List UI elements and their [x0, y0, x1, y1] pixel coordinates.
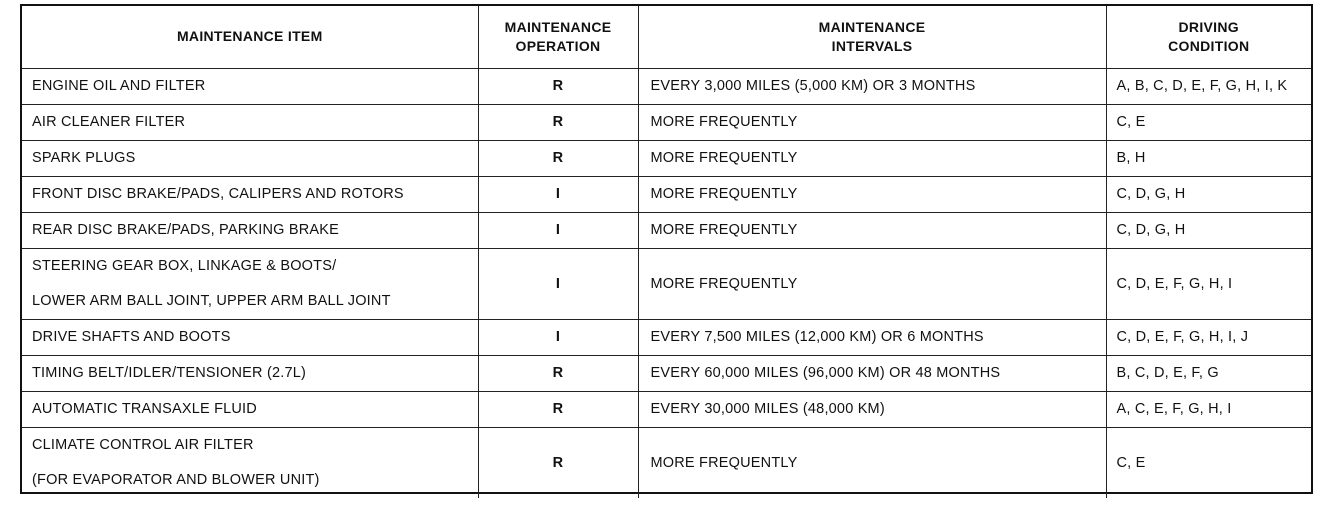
- maintenance-interval-cell: EVERY 30,000 MILES (48,000 KM): [638, 391, 1106, 427]
- header-maintenance-operation: [478, 6, 638, 68]
- maintenance-item-text: AUTOMATIC TRANSAXLE FLUID: [32, 400, 257, 417]
- maintenance-item-text: DRIVE SHAFTS AND BOOTS: [32, 328, 231, 345]
- maintenance-item-cell: [22, 248, 478, 319]
- maintenance-item-text: REAR DISC BRAKE/PADS, PARKING BRAKE: [32, 221, 340, 238]
- maintenance-item-cell: [22, 319, 478, 355]
- driving-condition-cell: C, E: [1106, 104, 1311, 140]
- header-driving-condition: [1106, 6, 1311, 68]
- maintenance-item-text: AIR CLEANER FILTER: [32, 113, 186, 130]
- maintenance-interval-cell: EVERY 7,500 MILES (12,000 KM) OR 6 MONTHS: [638, 319, 1106, 355]
- driving-condition-cell: C, E: [1106, 427, 1311, 498]
- maintenance-item-text: LOWER ARM BALL JOINT, UPPER ARM BALL JOINT: [32, 292, 391, 309]
- driving-condition-cell: B, C, D, E, F, G: [1106, 355, 1311, 391]
- table-row: [22, 248, 1311, 319]
- maintenance-operation-cell: R: [478, 355, 638, 391]
- table-row: [22, 355, 1311, 391]
- table-row: [22, 68, 1311, 104]
- header-operation-line2: OPERATION: [515, 37, 601, 54]
- driving-condition-cell: C, D, E, F, G, H, I: [1106, 248, 1311, 319]
- header-condition-line2: CONDITION: [1168, 37, 1250, 54]
- maintenance-interval-cell: MORE FREQUENTLY: [638, 104, 1106, 140]
- maintenance-interval-cell: EVERY 60,000 MILES (96,000 KM) OR 48 MONTHS: [638, 355, 1106, 391]
- maintenance-operation-cell: I: [478, 176, 638, 212]
- maintenance-item-text: SPARK PLUGS: [32, 149, 136, 166]
- maintenance-item-cell: [22, 427, 478, 498]
- maintenance-interval-cell: MORE FREQUENTLY: [638, 140, 1106, 176]
- driving-condition-cell: A, B, C, D, E, F, G, H, I, K: [1106, 68, 1311, 104]
- maintenance-operation-cell: R: [478, 68, 638, 104]
- table-row: [22, 427, 1311, 498]
- maintenance-item-text: TIMING BELT/IDLER/TENSIONER (2.7L): [32, 364, 307, 381]
- maintenance-item-text: FRONT DISC BRAKE/PADS, CALIPERS AND ROTORS: [32, 185, 404, 202]
- maintenance-operation-cell: R: [478, 140, 638, 176]
- driving-condition-cell: C, D, G, H: [1106, 176, 1311, 212]
- maintenance-item-text: (FOR EVAPORATOR AND BLOWER UNIT): [32, 471, 320, 488]
- header-condition-line1: DRIVING: [1178, 18, 1239, 35]
- maintenance-interval-cell: MORE FREQUENTLY: [638, 176, 1106, 212]
- driving-condition-cell: A, C, E, F, G, H, I: [1106, 391, 1311, 427]
- maintenance-table: [22, 6, 1311, 498]
- maintenance-operation-cell: I: [478, 248, 638, 319]
- table-row: [22, 391, 1311, 427]
- driving-condition-cell: C, D, G, H: [1106, 212, 1311, 248]
- driving-condition-cell: C, D, E, F, G, H, I, J: [1106, 319, 1311, 355]
- maintenance-item-cell: [22, 68, 478, 104]
- header-intervals-line1: MAINTENANCE: [818, 18, 926, 35]
- maintenance-interval-cell: MORE FREQUENTLY: [638, 427, 1106, 498]
- maintenance-operation-cell: I: [478, 212, 638, 248]
- maintenance-item-cell: [22, 176, 478, 212]
- driving-condition-cell: B, H: [1106, 140, 1311, 176]
- maintenance-item-cell: [22, 355, 478, 391]
- table-row: [22, 140, 1311, 176]
- maintenance-item-cell: [22, 104, 478, 140]
- maintenance-operation-cell: R: [478, 391, 638, 427]
- header-maintenance-intervals: [638, 6, 1106, 68]
- table-row: [22, 104, 1311, 140]
- maintenance-interval-cell: MORE FREQUENTLY: [638, 212, 1106, 248]
- maintenance-item-text: ENGINE OIL AND FILTER: [32, 77, 206, 94]
- maintenance-operation-cell: I: [478, 319, 638, 355]
- header-intervals-line2: INTERVALS: [831, 37, 913, 54]
- table-header-row: [22, 6, 1311, 68]
- maintenance-operation-cell: R: [478, 104, 638, 140]
- header-operation-line1: MAINTENANCE: [504, 18, 612, 35]
- maintenance-item-cell: [22, 140, 478, 176]
- maintenance-table-frame: [20, 4, 1313, 494]
- table-row: [22, 176, 1311, 212]
- maintenance-interval-cell: EVERY 3,000 MILES (5,000 KM) OR 3 MONTHS: [638, 68, 1106, 104]
- table-row: [22, 319, 1311, 355]
- header-maintenance-item: MAINTENANCE ITEM: [22, 6, 478, 68]
- maintenance-item-text: CLIMATE CONTROL AIR FILTER: [32, 436, 254, 453]
- maintenance-item-cell: [22, 212, 478, 248]
- maintenance-item-text: STEERING GEAR BOX, LINKAGE & BOOTS/: [32, 257, 337, 274]
- table-row: [22, 212, 1311, 248]
- maintenance-operation-cell: R: [478, 427, 638, 498]
- maintenance-interval-cell: MORE FREQUENTLY: [638, 248, 1106, 319]
- maintenance-schedule-sheet: [22, 6, 1311, 492]
- maintenance-item-cell: [22, 391, 478, 427]
